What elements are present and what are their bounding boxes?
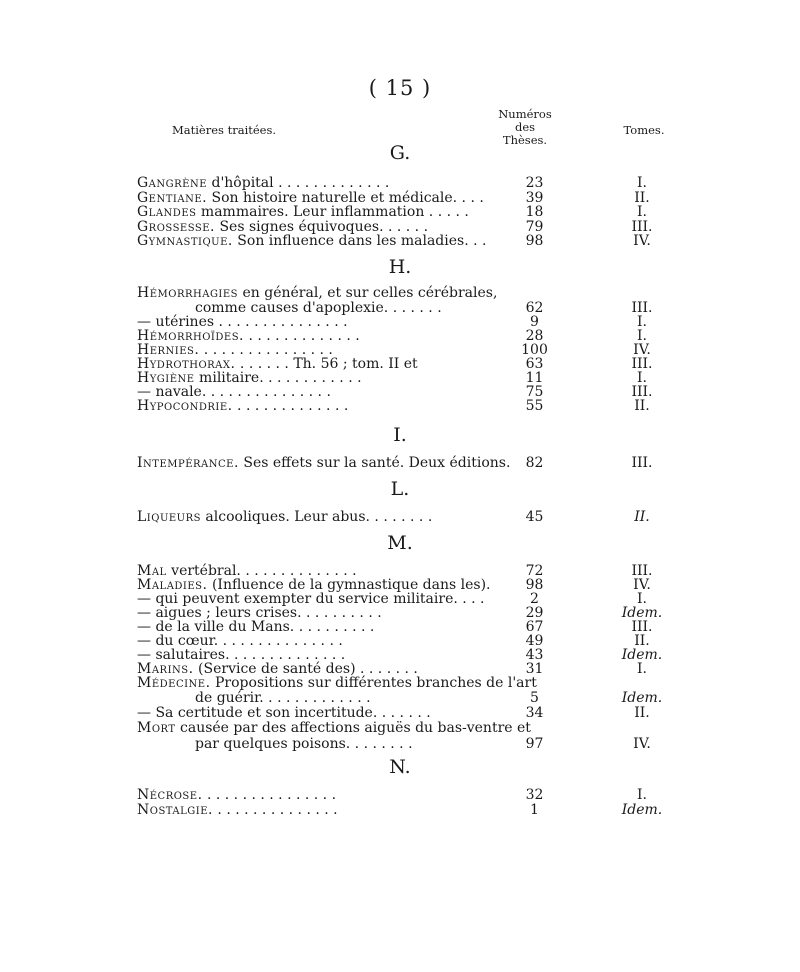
entry-row (137, 204, 677, 220)
entry-tome: II. (634, 509, 650, 525)
entry-text: de guérir. . . . . . . . . . . . . (195, 690, 371, 706)
entry-tome: IV. (633, 577, 651, 593)
entry-tome: III. (631, 300, 653, 316)
entry-number: 11 (525, 370, 544, 386)
entry-tome: III. (631, 619, 653, 635)
entry-tome: II. (634, 633, 650, 649)
entry-row (137, 455, 677, 471)
entry-text: par quelques poisons. . . . . . . . (195, 736, 413, 752)
entry-tome: IV. (633, 233, 651, 249)
entry-number: 32 (525, 787, 544, 803)
entry-head: Marins. (137, 661, 194, 677)
entry-row (137, 787, 677, 803)
entry-tome: Idem. (621, 690, 663, 706)
entry-text: — qui peuvent exempter du service militaire. . . . (137, 591, 485, 607)
entry-tome: Idem. (621, 605, 663, 621)
column-header-numeros-line2: des Thèses. (502, 120, 548, 147)
column-header-numeros-line1: Numéros (498, 107, 552, 121)
entry-tome: I. (637, 591, 647, 607)
entry-text: . . . . . . . . . . . . . . . (202, 787, 337, 803)
entry-text: alcooliques. Leur abus. . . . . . . . (200, 509, 433, 525)
entry-number: 63 (525, 356, 544, 372)
entry-tome: I. (637, 328, 647, 344)
entry-tome: III. (631, 356, 653, 372)
entry-number: 31 (525, 661, 544, 677)
entry-number: 55 (525, 398, 544, 414)
entry-row (137, 175, 677, 191)
section-letter-i: I. (393, 424, 407, 446)
entry-text: . . . . . . . . . . . . . . (212, 802, 338, 818)
entry-text: . . . . . . . . . . . . . . . (199, 342, 333, 358)
entry-tome: II. (634, 398, 650, 414)
page-number: ( 15 ) (368, 76, 432, 100)
entry-text: — du cœur. . . . . . . . . . . . . . . (137, 633, 343, 649)
entry-text: Ses signes équivoques. . . . . . (215, 219, 429, 235)
entry-number: 2 (530, 591, 539, 607)
entry-row (137, 285, 677, 301)
entry-head: Hygiène (137, 370, 195, 386)
entry-number: 49 (525, 633, 544, 649)
entry-number: 1 (530, 802, 539, 818)
entry-head: Maladies. (137, 577, 208, 593)
entry-head: Grossesse. (137, 219, 216, 235)
entry-number: 29 (525, 605, 544, 621)
column-header-tomes: Tomes. (623, 123, 665, 137)
entry-head: Médecine. (137, 675, 211, 691)
entry-head: Nécrose. (137, 787, 203, 803)
entry-text: Ses effets sur la santé. Deux éditions. (238, 455, 511, 471)
entry-text: — navale. . . . . . . . . . . . . . . (137, 384, 331, 400)
section-letter-m: M. (387, 532, 413, 554)
entry-text: d'hôpital . . . . . . . . . . . . . (207, 175, 390, 191)
entry-head: Mal (137, 563, 167, 579)
entry-tome: III. (631, 563, 653, 579)
section-letter-n: N. (389, 756, 411, 778)
entry-head: Hydrothorax. (137, 356, 236, 372)
entry-number: 98 (525, 577, 544, 593)
entry-row (137, 720, 677, 736)
entry-tome: III. (631, 219, 653, 235)
entry-number: 72 (525, 563, 544, 579)
entry-tome: III. (631, 384, 653, 400)
entry-number: 45 (525, 509, 544, 525)
entry-row (137, 509, 677, 525)
entry-row (137, 705, 677, 721)
entry-tome: I. (637, 787, 647, 803)
entry-number: 62 (525, 300, 544, 316)
entry-head: Gymnastique. (137, 233, 233, 249)
entry-head: Gangrène (137, 175, 208, 191)
entry-text: . . . . . . . . . . . . . (244, 328, 360, 344)
entry-text: . . . . . . . . . . . . . (232, 398, 349, 414)
entry-number: 67 (525, 619, 544, 635)
entry-text: — utérines . . . . . . . . . . . . . . . (137, 314, 348, 330)
entry-text: — de la ville du Mans. . . . . . . . . . (137, 619, 375, 635)
entry-head: Nostalgie. (137, 802, 213, 818)
entry-tome: I. (637, 175, 647, 191)
entry-text: — aigues ; leurs crises. . . . . . . . . . (137, 605, 382, 621)
entry-head: Mort (137, 720, 176, 736)
entry-number: 98 (525, 233, 544, 249)
entry-text: — Sa certitude et son incertitude. . . . . . . (137, 705, 431, 721)
entry-text: Propositions sur différentes branches de l'art (210, 675, 537, 691)
entry-head: Hypocondrie. (137, 398, 233, 414)
entry-tome: II. (634, 705, 650, 721)
entry-number: 34 (525, 705, 544, 721)
entry-number: 82 (525, 455, 544, 471)
entry-text: vertébral. . . . . . . . . . . . . . (166, 563, 357, 579)
entry-tome: IV. (633, 342, 651, 358)
entry-text: mammaires. Leur inflammation . . . . . (196, 204, 469, 220)
entry-number: 28 (525, 328, 544, 344)
entry-text: (Service de santé des) . . . . . . . (193, 661, 418, 677)
entry-text: militaire. . . . . . . . . . . . (194, 370, 362, 386)
entry-text: Son influence dans les maladies. . . (232, 233, 487, 249)
entry-text: en général, et sur celles cérébrales, (238, 285, 498, 301)
entry-tome: I. (637, 661, 647, 677)
entry-number: 97 (525, 736, 544, 752)
entry-row (137, 736, 677, 752)
entry-tome: I. (637, 314, 647, 330)
entry-head: Hémorrhoïdes. (137, 328, 244, 344)
entry-head: Glandes (137, 204, 197, 220)
entry-number: 18 (525, 204, 544, 220)
entry-text: — salutaires. . . . . . . . . . . . . . (137, 647, 346, 663)
entry-row (137, 690, 677, 706)
section-letter-g: G. (389, 142, 411, 164)
entry-tome: II. (634, 190, 650, 206)
entry-number: 75 (525, 384, 544, 400)
entry-text: comme causes d'apoplexie. . . . . . . (195, 300, 442, 316)
entry-head: Hémorrhagies (137, 285, 239, 301)
entry-row (137, 802, 677, 818)
column-header-matieres: Matières traitées. (172, 123, 277, 137)
entry-head: Liqueurs (137, 509, 201, 525)
entry-text: . . . . . . Th. 56 ; tom. II et (235, 356, 418, 372)
entry-row (137, 398, 677, 414)
entry-number: 100 (521, 342, 548, 358)
entry-row (137, 233, 677, 249)
entry-head: Gentiane. (137, 190, 208, 206)
entry-head: Hernies. (137, 342, 200, 358)
entry-tome: Idem. (621, 802, 663, 818)
entry-number: 5 (530, 690, 539, 706)
entry-text: causée par des affections aiguës du bas-ventre et (175, 720, 531, 736)
entry-head: Intempérance. (137, 455, 239, 471)
entry-number: 23 (525, 175, 544, 191)
entry-number: 43 (525, 647, 544, 663)
entry-tome: I. (637, 204, 647, 220)
section-letter-l: L. (390, 478, 410, 500)
entry-tome: IV. (633, 736, 651, 752)
entry-number: 9 (530, 314, 539, 330)
entry-tome: III. (631, 455, 653, 471)
entry-row (137, 675, 677, 691)
section-letter-h: H. (388, 256, 412, 278)
entry-tome: I. (637, 370, 647, 386)
entry-text: Son histoire naturelle et médicale. . . . (207, 190, 484, 206)
entry-number: 39 (525, 190, 544, 206)
entry-number: 79 (525, 219, 544, 235)
entry-text: (Influence de la gymnastique dans les). (207, 577, 491, 593)
entry-tome: Idem. (621, 647, 663, 663)
